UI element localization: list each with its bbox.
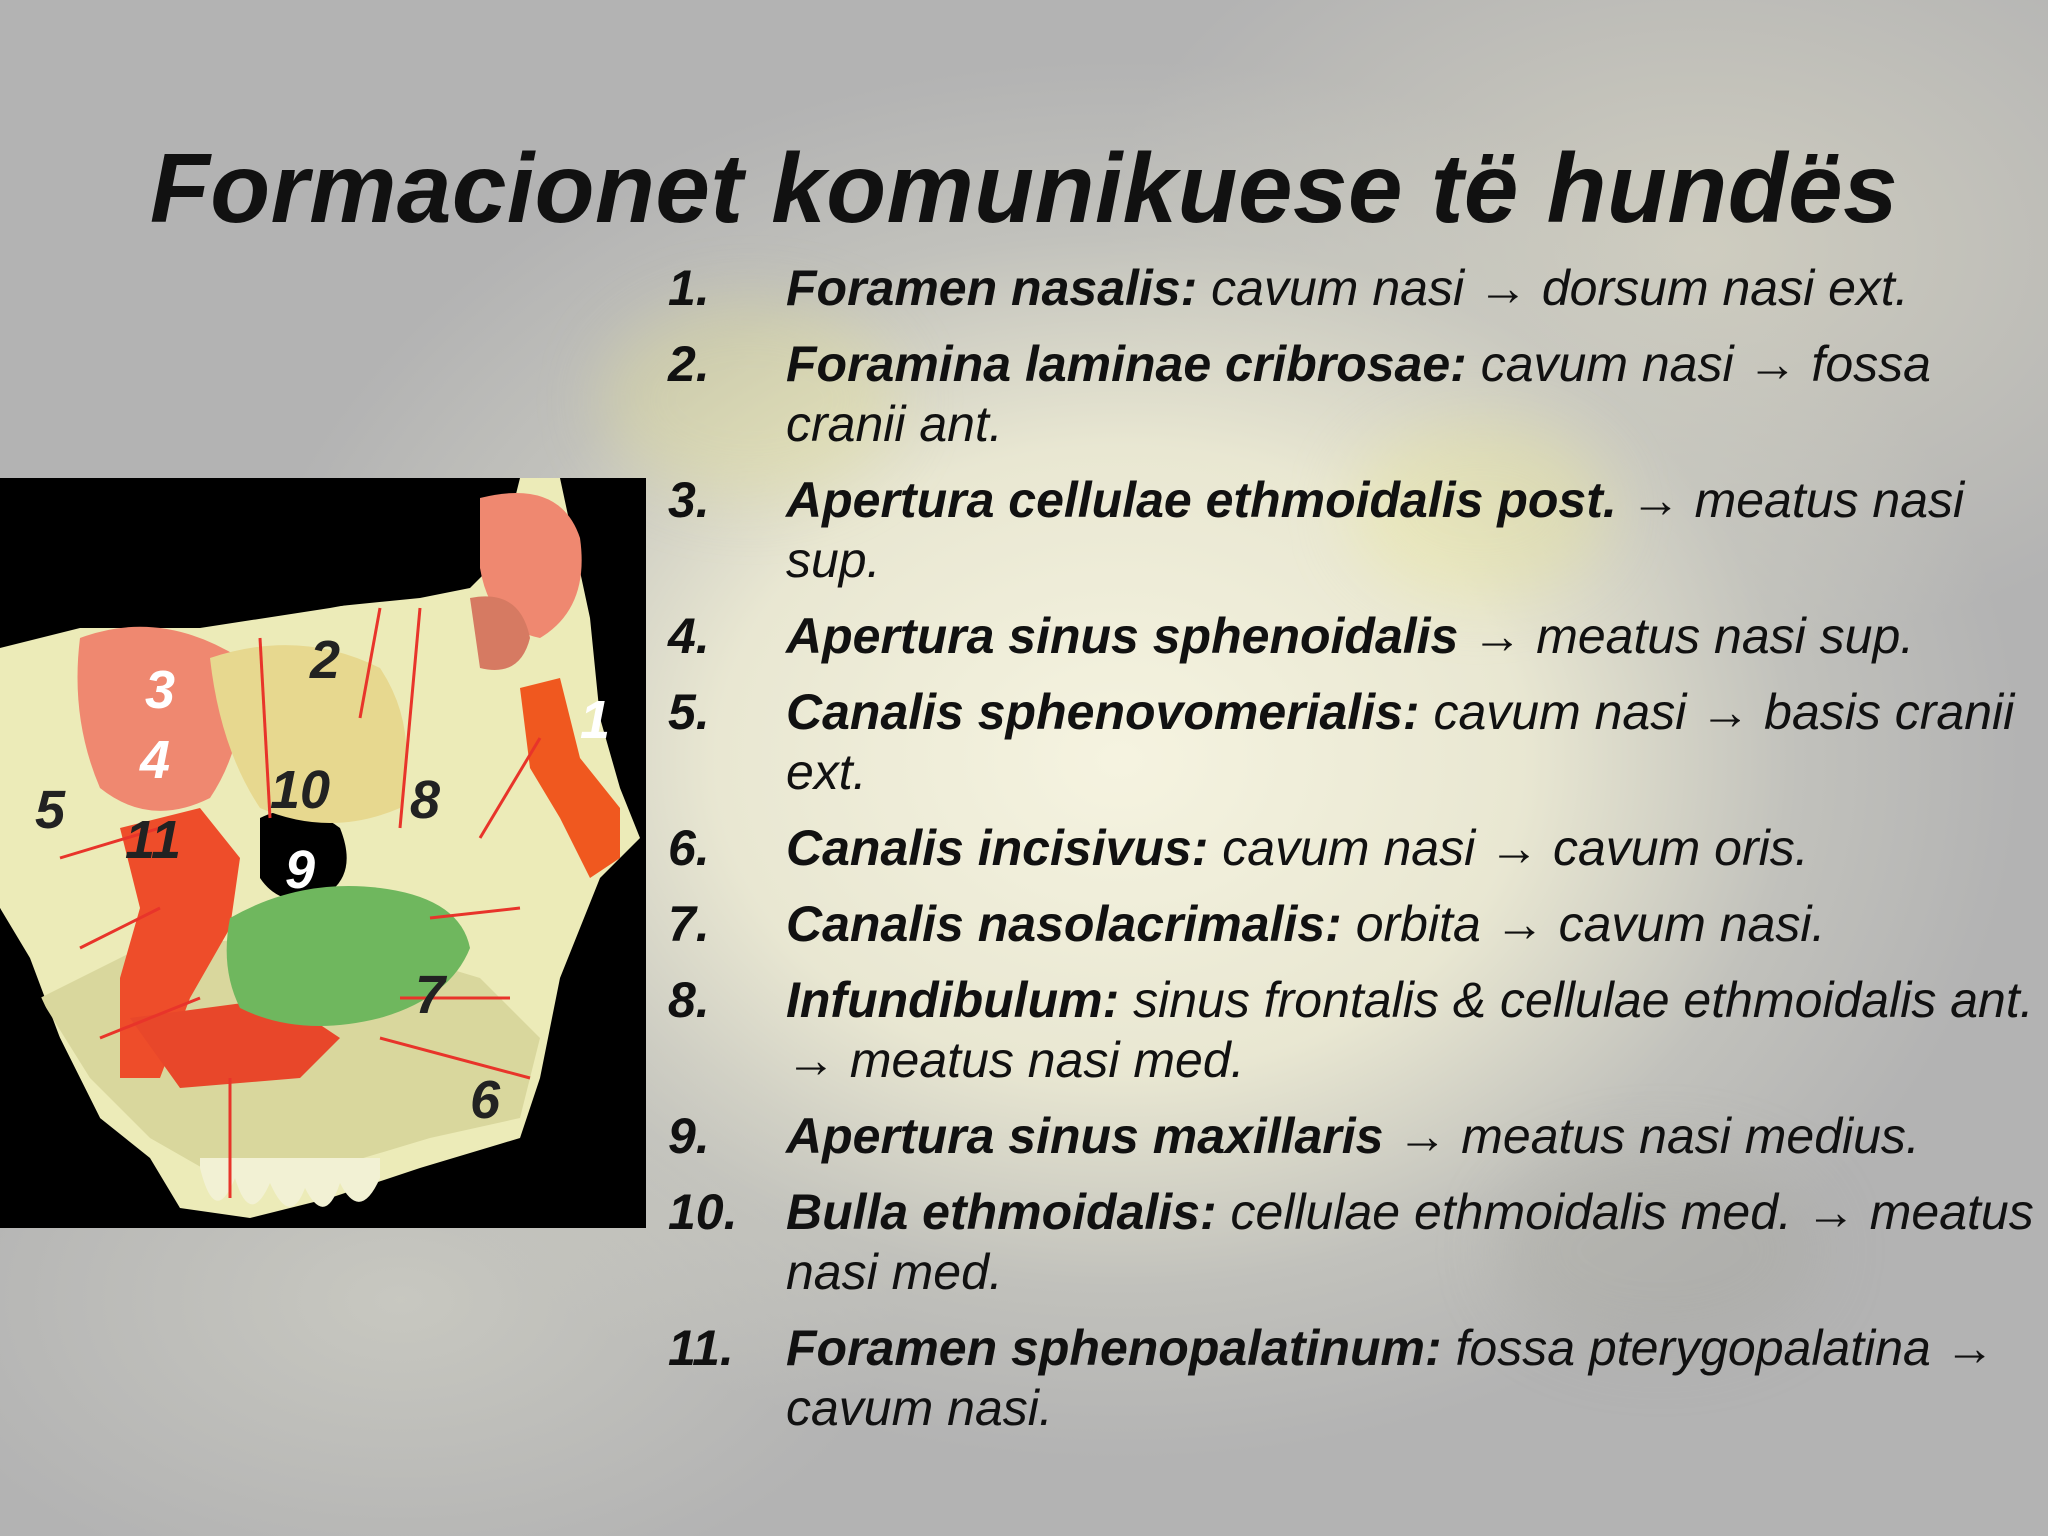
arrow-icon: → xyxy=(1477,260,1528,316)
item-number: 5. xyxy=(668,684,710,740)
item-number: 4. xyxy=(668,608,710,664)
item-from: cellulae ethmoidalis med. xyxy=(1230,1184,1792,1240)
figure-label-3: 3 xyxy=(145,660,176,720)
arrow-icon: → xyxy=(1397,1108,1448,1164)
list-item xyxy=(668,1318,2038,1438)
list-item xyxy=(668,1182,2038,1302)
item-term: Apertura cellulae ethmoidalis post. xyxy=(786,472,1617,528)
item-term: Apertura sinus maxillaris xyxy=(786,1108,1384,1164)
skull-sagittal-section xyxy=(0,478,646,1228)
list-item xyxy=(668,894,2038,954)
item-term: Canalis sphenovomerialis: xyxy=(786,684,1420,740)
item-term: Canalis incisivus: xyxy=(786,820,1209,876)
item-term: Foramen nasalis: xyxy=(786,260,1198,316)
item-term: Infundibulum: xyxy=(786,972,1120,1028)
figure-label-2: 2 xyxy=(310,630,341,690)
item-number: 11. xyxy=(668,1320,734,1376)
item-from: fossa pterygopalatina xyxy=(1455,1320,1931,1376)
item-to: meatus nasi med. xyxy=(786,1184,2034,1300)
item-from: cavum nasi xyxy=(1222,820,1476,876)
figure-label-9: 9 xyxy=(285,840,316,900)
arrow-icon: → xyxy=(1489,820,1540,876)
figure-label-7: 7 xyxy=(415,965,446,1025)
arrow-icon: → xyxy=(1494,896,1545,952)
item-to: cavum oris. xyxy=(1553,820,1809,876)
item-term: Apertura sinus sphenoidalis xyxy=(786,608,1459,664)
item-to: fossa cranii ant. xyxy=(786,336,1931,452)
item-number: 9. xyxy=(668,1108,710,1164)
slide-title: Formacionet komunikuese të hundës xyxy=(149,133,1899,243)
item-number: 7. xyxy=(668,896,710,952)
list-item xyxy=(668,1106,2038,1166)
item-from: orbita xyxy=(1355,896,1481,952)
item-to: meatus nasi sup. xyxy=(786,472,1965,588)
item-number: 3. xyxy=(668,472,710,528)
figure-label-1: 1 xyxy=(580,690,611,750)
item-from: cavum nasi xyxy=(1480,336,1734,392)
arrow-icon: → xyxy=(1944,1320,1995,1376)
arrow-icon: → xyxy=(1747,336,1798,392)
list-item xyxy=(668,470,2038,590)
figure-label-10: 10 xyxy=(270,760,331,820)
item-term: Foramen sphenopalatinum: xyxy=(786,1320,1442,1376)
list-item xyxy=(668,682,2038,802)
figure-label-11: 11 xyxy=(125,810,182,870)
figure-label-4: 4 xyxy=(140,730,171,790)
item-number: 10. xyxy=(668,1184,738,1240)
item-from: cavum nasi xyxy=(1211,260,1465,316)
item-term: Canalis nasolacrimalis: xyxy=(786,896,1342,952)
anatomy-figure xyxy=(0,478,646,1228)
arrow-icon: → xyxy=(1472,608,1523,664)
item-term: Foramina laminae cribrosae: xyxy=(786,336,1467,392)
item-to: meatus nasi med. xyxy=(849,1032,1245,1088)
item-to: dorsum nasi ext. xyxy=(1541,260,1909,316)
arrow-icon: → xyxy=(1700,684,1751,740)
list-item xyxy=(668,606,2038,666)
item-to: meatus nasi sup. xyxy=(1536,608,1915,664)
list-item xyxy=(668,334,2038,454)
arrow-icon: → xyxy=(1805,1184,1856,1240)
item-to: basis cranii ext. xyxy=(786,684,2015,800)
item-to: cavum nasi. xyxy=(1558,896,1826,952)
item-number: 2. xyxy=(668,336,710,392)
figure-label-5: 5 xyxy=(35,780,66,840)
item-to: meatus nasi medius. xyxy=(1461,1108,1920,1164)
item-from: sinus frontalis & cellulae ethmoidalis ant. xyxy=(1133,972,2034,1028)
figure-label-6: 6 xyxy=(470,1070,501,1130)
arrow-icon: → xyxy=(786,1032,836,1088)
arrow-icon: → xyxy=(1630,472,1681,528)
item-number: 1. xyxy=(668,260,710,316)
list-item xyxy=(668,818,2038,878)
item-number: 6. xyxy=(668,820,710,876)
item-to: cavum nasi. xyxy=(786,1380,1053,1436)
list-item xyxy=(668,258,2038,318)
item-number: 8. xyxy=(668,972,710,1028)
communication-list xyxy=(668,258,2038,1454)
item-term: Bulla ethmoidalis: xyxy=(786,1184,1217,1240)
item-from: cavum nasi xyxy=(1433,684,1687,740)
list-item xyxy=(668,970,2038,1090)
figure-label-8: 8 xyxy=(410,770,441,830)
